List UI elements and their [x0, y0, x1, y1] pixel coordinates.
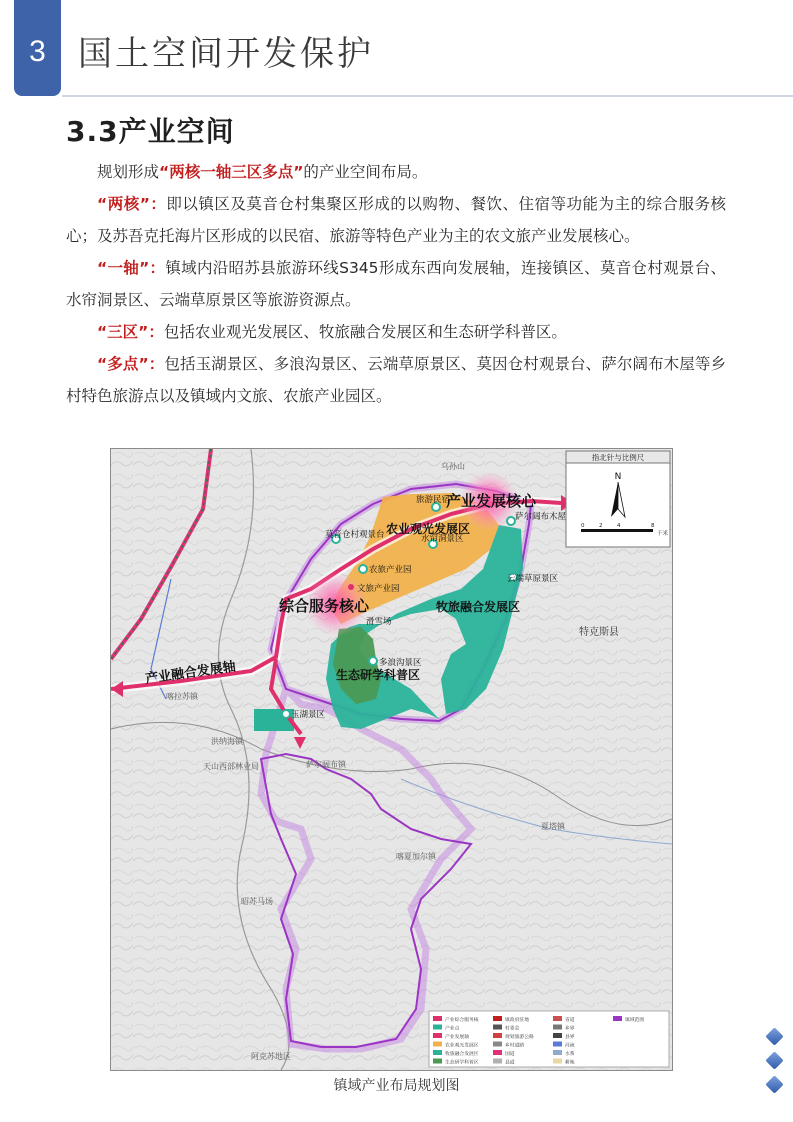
label-wusun: 乌孙山	[441, 462, 465, 471]
p3-rest: 镇域内沿昭苏县旅游环线S345形成东西向发展轴，连接镇区、莫音仓村观景台、水帘洞景区、云端草原景区等旅游资源点。	[66, 259, 727, 309]
legend-swatch	[553, 1016, 562, 1021]
legend-swatch	[493, 1025, 502, 1030]
legend-label: 省道	[565, 1018, 575, 1023]
legend-label: 镇政府驻地	[505, 1018, 529, 1023]
legend-label: 生态研学科普区	[445, 1060, 479, 1066]
decor-diamond-1	[765, 1027, 783, 1045]
paragraph-multi-points	[66, 348, 726, 412]
chapter-number: 3	[29, 35, 46, 68]
label-zhaosu: 昭苏马场	[241, 897, 273, 906]
section-title: 3.3产业空间	[66, 115, 235, 148]
legend-swatch	[493, 1050, 502, 1055]
legend-swatch	[433, 1016, 442, 1021]
label-axis: 产业融合发展轴	[144, 659, 237, 687]
body-text	[66, 156, 726, 412]
point-culture-park	[348, 584, 354, 590]
label-saer: 萨尔阔布木屋	[515, 512, 567, 522]
legend-swatch	[493, 1042, 502, 1047]
point-saer	[507, 517, 515, 525]
figure-caption: 镇域产业布局规划图	[333, 1078, 460, 1094]
legend-label: 产业点	[445, 1026, 460, 1032]
chapter-divider	[62, 95, 793, 97]
scale-tick-0: 0	[581, 523, 585, 529]
legend-label: 乡界	[565, 1026, 575, 1032]
legend-label: 河流	[565, 1043, 575, 1049]
p3-highlight: “一轴”：	[97, 259, 166, 277]
legend-label: 镇域范围	[625, 1018, 645, 1023]
chapter-title: 国土空间开发保护	[78, 34, 374, 74]
legend-swatch	[433, 1059, 442, 1064]
label-zone-eco: 生态研学科普区	[336, 668, 421, 682]
p1-highlight: “两核一轴三区多点”	[159, 163, 304, 181]
label-tianshan: 天山西部林业局	[203, 762, 259, 771]
p1-rest: 的产业空间布局。	[303, 163, 428, 181]
legend-swatch	[553, 1033, 562, 1038]
label-saer-village: 萨尔阔布镇	[306, 760, 346, 769]
chapter-number-tab	[14, 0, 61, 96]
compass-title: 指北针与比例尺	[591, 453, 645, 462]
label-ski: 滑雪场	[366, 617, 392, 627]
label-qiaoxiang: 喀夏加尔镇	[396, 852, 436, 861]
label-hongna: 洪纳海镇	[211, 737, 243, 746]
point-yuhu	[282, 710, 290, 718]
label-shuilian: 水帘洞景区	[421, 534, 464, 544]
label-culture-park: 文旅产业园	[357, 584, 400, 594]
legend-label: 乡村道路	[505, 1043, 525, 1049]
legend-swatch	[613, 1016, 622, 1021]
legend-label: 牧旅融合发展区	[445, 1052, 479, 1057]
label-core-industry: 产业发展核心	[446, 492, 537, 510]
point-agri-park	[359, 565, 367, 573]
compass-scale-box	[566, 451, 670, 547]
legend-label: 县道	[505, 1060, 515, 1066]
paragraph-three-zones	[66, 316, 726, 348]
legend-swatch	[493, 1059, 502, 1064]
label-county-tekesi: 特克斯县	[579, 627, 619, 638]
label-yunduan: 云端草原景区	[507, 574, 559, 584]
label-zone-agri: 农业观光发展区	[386, 522, 471, 536]
p2-highlight: “两核”：	[97, 195, 167, 213]
legend-label: 产业综合服务核	[445, 1018, 479, 1023]
legend-label: 村委会	[505, 1026, 520, 1032]
legend-label: 规划旅游公路	[505, 1035, 534, 1040]
paragraph-intro	[66, 156, 726, 188]
legend-swatch	[433, 1042, 442, 1047]
north-label: N	[614, 472, 622, 482]
p4-rest: 包括农业观光发展区、牧旅融合发展区和生态研学科普区。	[163, 323, 567, 341]
scale-bar	[581, 529, 653, 532]
label-xiata: 夏塔镇	[541, 822, 565, 831]
label-yuhu: 玉湖景区	[291, 710, 326, 720]
legend-label: 国道	[505, 1052, 515, 1057]
legend-swatch	[433, 1025, 442, 1030]
legend-label: 产业发展轴	[445, 1035, 469, 1040]
legend-swatch	[493, 1033, 502, 1038]
paragraph-two-cores	[66, 188, 726, 252]
legend-label: 耕地	[565, 1060, 575, 1066]
label-agri-park: 农旅产业园	[369, 565, 412, 575]
legend-swatch	[553, 1059, 562, 1064]
label-minsu: 旅游民宿	[416, 495, 451, 505]
p2-rest: 即以镇区及莫音仓村集聚区形成的以购物、餐饮、住宿等功能为主的综合服务核心；及苏吾克托海片区形成的以民宿、旅游等特色产业为主的农文旅产业发展核心。	[66, 195, 726, 245]
p5-highlight: “多点”：	[97, 355, 165, 373]
legend-swatch	[433, 1050, 442, 1055]
scale-unit: 千米	[657, 531, 669, 537]
label-moyin: 莫音仓村观景台	[325, 530, 385, 540]
legend-swatch	[553, 1050, 562, 1055]
point-duolang	[369, 657, 377, 665]
legend-swatch	[493, 1016, 502, 1021]
scale-tick-3: 8	[651, 523, 655, 529]
map-legend	[429, 1011, 669, 1067]
industry-layout-map	[110, 448, 673, 1071]
scale-tick-1: 2	[599, 523, 603, 529]
legend-label: 县界	[565, 1035, 575, 1040]
scale-tick-2: 4	[617, 523, 621, 529]
paragraph-one-axis	[66, 252, 726, 316]
label-akesu: 阿克苏地区	[251, 1052, 291, 1061]
legend-swatch	[553, 1025, 562, 1030]
p4-highlight: “三区”：	[97, 323, 164, 341]
legend-swatch	[433, 1033, 442, 1038]
label-duolang: 多浪沟景区	[379, 658, 422, 668]
p5-rest: 包括玉湖景区、多浪沟景区、云端草原景区、莫因仓村观景台、萨尔阔布木屋等乡村特色旅游点以及镇域内文旅、农旅产业园区。	[66, 355, 726, 405]
label-core-service: 综合服务核心	[279, 597, 370, 615]
p1-prefix: 规划形成	[97, 163, 160, 181]
legend-swatch	[553, 1042, 562, 1047]
label-kalasu: 喀拉苏镇	[166, 692, 198, 701]
decor-diamond-2	[765, 1051, 783, 1069]
legend-label: 农业观光发展区	[445, 1043, 479, 1049]
legend-label: 水系	[565, 1052, 575, 1057]
label-zone-pasture: 牧旅融合发展区	[436, 600, 521, 614]
